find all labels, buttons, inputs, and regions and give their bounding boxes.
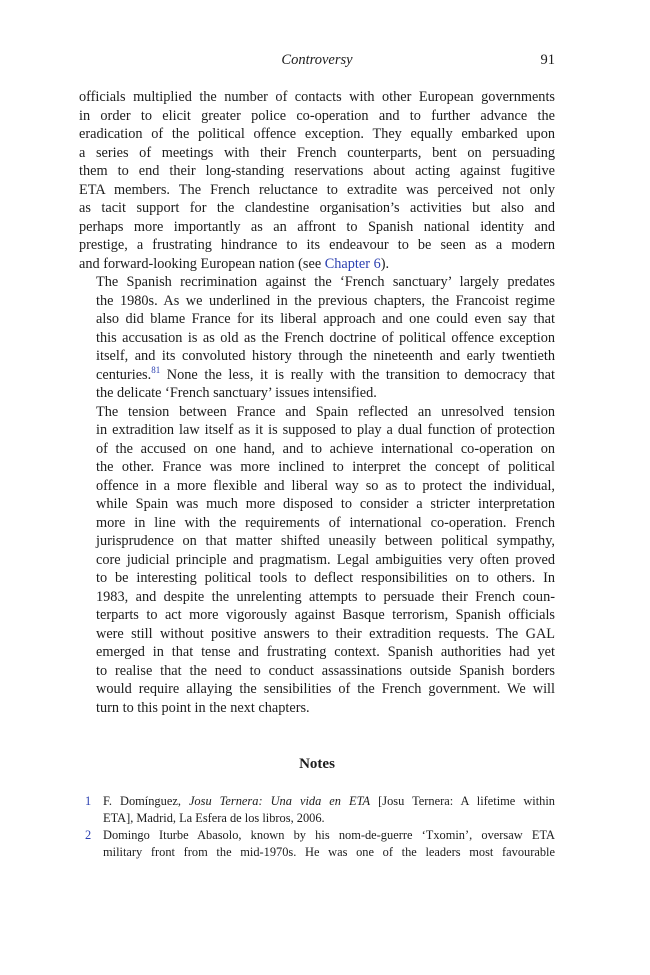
- text-line: the 1980s. As we underlined in the previous chapters, the Francoist regime: [96, 292, 555, 309]
- paragraph-2: [79, 273, 555, 403]
- text-line: in order to elicit greater police co-operation and to further advance the: [79, 107, 555, 124]
- text-line: The Spanish recrimination against the ‘French sanctuary’ largely predates: [96, 274, 555, 290]
- text-line: as tacit support for the clandestine organisation’s activities but also and: [79, 200, 555, 216]
- text-line: emerged in that tense and frustrating context. Spanish authorities had yet: [96, 644, 555, 660]
- text-segment: and forward-looking European nation (see: [79, 255, 325, 272]
- text-line: would require allaying the sensibilities of the French government. We will: [96, 681, 555, 697]
- text-line: also did blame France for its liberal approach and one could even say that: [96, 311, 555, 327]
- paragraph-1: [79, 88, 555, 273]
- text-line: the delicate ‘French sanctuary’ issues intensified.: [96, 385, 377, 401]
- text-line: 1983, and despite the unrelenting attempts to persuade their French coun-: [96, 588, 555, 605]
- text-line: of the accused on one hand, and to achieve international co-operation on: [96, 440, 555, 457]
- notes-heading: Notes: [299, 756, 335, 772]
- text-line: core judicial principle and pragmatism. Legal ambiguities very often proved: [96, 551, 555, 568]
- text-line: perhaps more importantly as an affront to Spanish national identity and: [79, 218, 555, 235]
- text-line: were still without positive answers to their extradition requests. The GAL: [96, 625, 555, 642]
- text-line: prestige, a frustrating hindrance to its endeavour to be seen as a modern: [79, 237, 555, 253]
- running-head-title: Controversy: [281, 52, 353, 68]
- paragraph-3: [79, 403, 555, 718]
- text-segment: centuries.: [96, 366, 152, 383]
- text-line: The tension between France and Spain reflected an unresolved tension: [96, 403, 555, 420]
- text-segment: F. Domínguez,: [103, 794, 189, 808]
- text-line: to realise that the need to conduct assassinations outside Spanish borders: [96, 662, 555, 679]
- text-line: itself, and its convoluted history through the nineteenth and early twentieth: [96, 348, 555, 364]
- text-line: offence in a more flexible and liberal way so as to protect the individual,: [96, 477, 555, 494]
- text-line: turn to this point in the next chapters.: [96, 699, 310, 716]
- text-line: jurisprudence on that matter shifted uneasily between political sympathy,: [96, 533, 555, 549]
- text-line: the other. France was more inclined to interpret the concept of political: [96, 459, 555, 475]
- text-line: eradication of the political offence exception. They equally embarked upon: [79, 126, 555, 142]
- text-line: in extradition law itself as it is supposed to play a dual function of protection: [96, 422, 555, 438]
- text-line: [79, 366, 555, 385]
- text-segment: [Josu Ternera: A lifetime within: [370, 794, 555, 808]
- text-line: terparts to act more vigorously against Basque terrorism, Spanish officials: [96, 607, 555, 623]
- note-line: [103, 793, 555, 810]
- note-number-link[interactable]: 2: [85, 828, 92, 842]
- text-line: this accusation is as old as the French doctrine of political offence exception: [96, 329, 555, 346]
- note-item: [79, 793, 555, 827]
- text-segment: ).: [380, 255, 390, 272]
- notes-list: [79, 793, 555, 861]
- running-header: [79, 50, 555, 70]
- text-line: officials multiplied the number of contacts with other European governments: [79, 89, 555, 105]
- text-line: ETA members. The French reluctance to extradite was perceived not only: [79, 181, 555, 198]
- text-line: a series of meetings with their French counterparts, bent on persuading: [79, 144, 555, 161]
- body-text: [79, 88, 555, 717]
- text-line: while Spain was much more disposed to consider a stricter interpretation: [96, 496, 555, 512]
- chapter-6-link[interactable]: Chapter 6: [324, 255, 381, 272]
- text-line: to be interesting political tools to deflect responsibilities on to others. In: [96, 570, 555, 586]
- book-title: Josu Ternera: Una vida en ETA: [188, 794, 371, 808]
- note-number-link[interactable]: 1: [85, 794, 92, 808]
- note-line: Domingo Iturbe Abasolo, known by his nom-de-guerre ‘Txomin’, oversaw ETA: [103, 828, 555, 842]
- note-line: ETA], Madrid, La Esfera de los libros, 2006.: [103, 811, 325, 825]
- text-segment: None the less, it is really with the transition to democracy that: [160, 366, 555, 383]
- note-item: [79, 827, 555, 861]
- footnote-ref-81[interactable]: 81: [151, 364, 161, 375]
- text-line: [79, 255, 555, 274]
- note-line: military front from the mid-1970s. He was one of the leaders most favourable: [103, 845, 555, 859]
- page-number: 91: [540, 52, 555, 68]
- text-line: more in line with the requirements of international co-operation. French: [96, 514, 555, 531]
- text-line: them to end their long-standing reservations about acting against fugitive: [79, 163, 555, 179]
